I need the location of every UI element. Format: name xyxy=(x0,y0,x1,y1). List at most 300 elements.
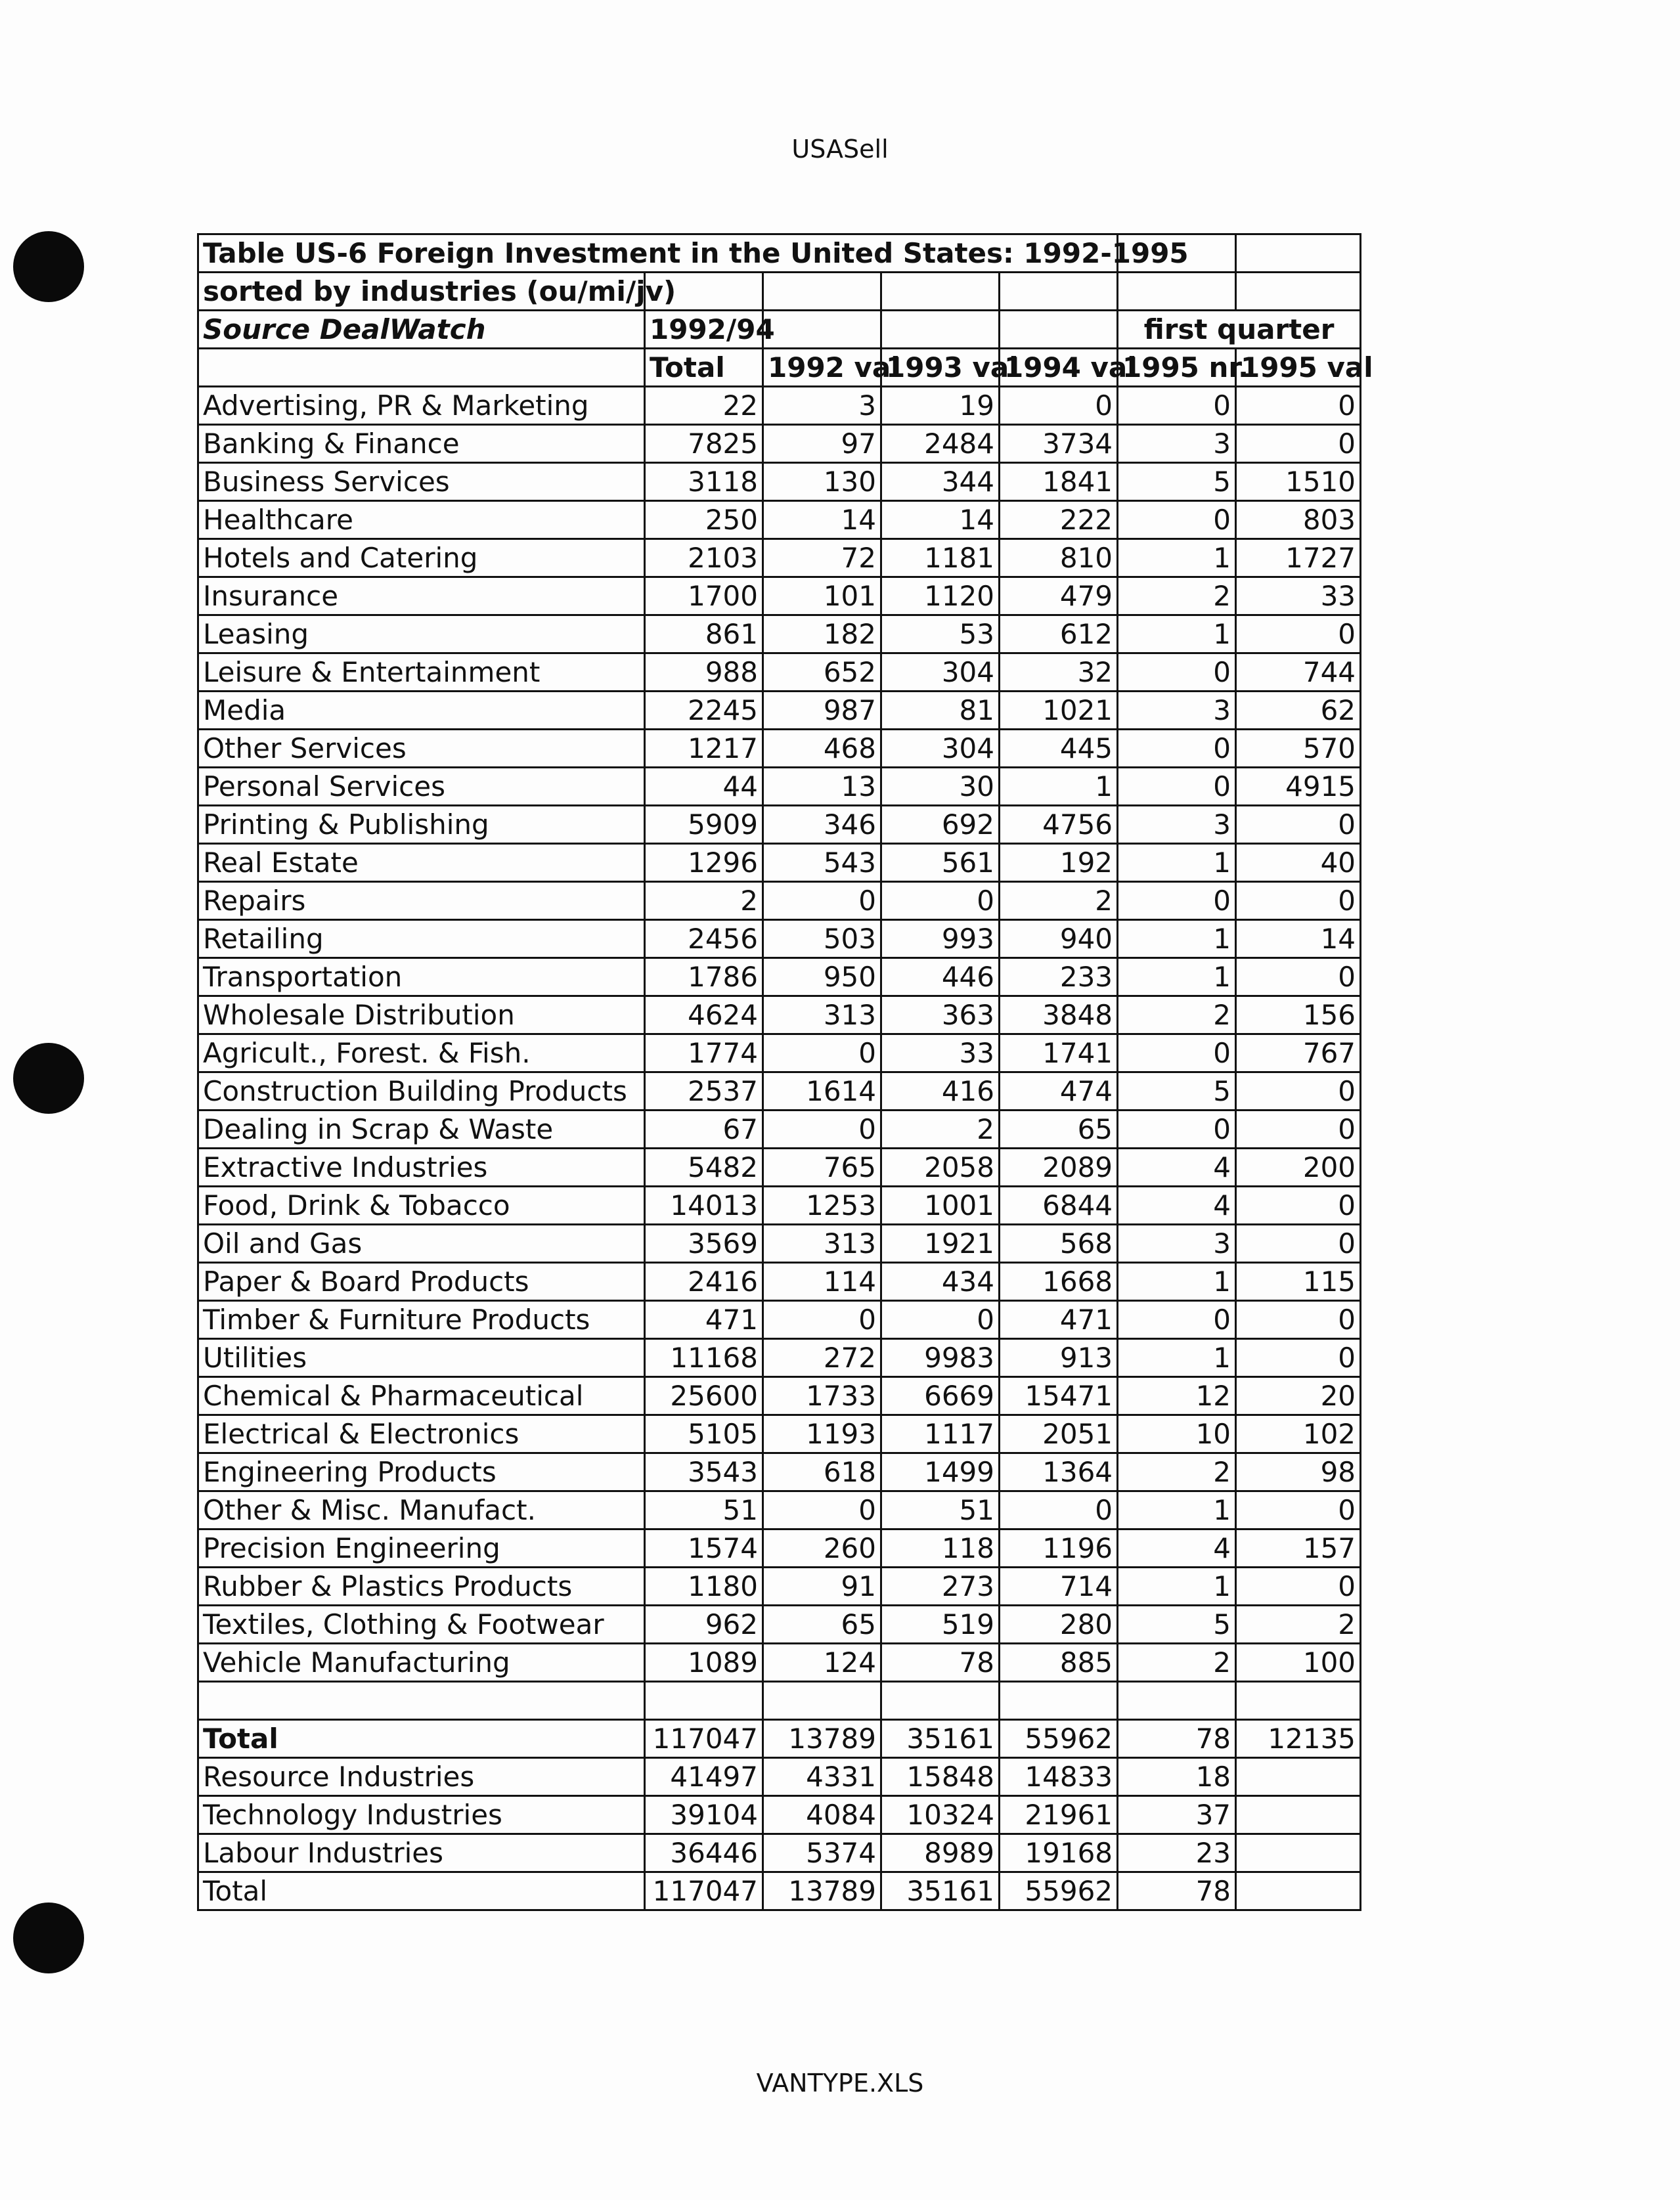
row-value: 0 xyxy=(1236,1187,1361,1225)
row-value: 10 xyxy=(1118,1415,1236,1453)
row-value: 1120 xyxy=(881,577,1000,615)
row-label: Extractive Industries xyxy=(198,1149,645,1187)
row-value: 618 xyxy=(763,1453,881,1491)
row-value: 222 xyxy=(1000,501,1118,539)
row-value: 3848 xyxy=(1000,996,1118,1034)
row-value: 1733 xyxy=(763,1377,881,1415)
row-value: 445 xyxy=(1000,730,1118,768)
row-value: 913 xyxy=(1000,1339,1118,1377)
row-value: 2 xyxy=(645,882,763,920)
row-value: 1196 xyxy=(1000,1529,1118,1568)
row-value: 1364 xyxy=(1000,1453,1118,1491)
row-value: 102 xyxy=(1236,1415,1361,1453)
row-value: 940 xyxy=(1000,920,1118,958)
row-value: 652 xyxy=(763,653,881,692)
row-value: 2051 xyxy=(1000,1415,1118,1453)
table-row xyxy=(198,1415,1361,1453)
row-value: 0 xyxy=(763,1301,881,1339)
row-value: 570 xyxy=(1236,730,1361,768)
row-value: 1668 xyxy=(1000,1263,1118,1301)
row-value: 446 xyxy=(881,958,1000,996)
row-value: 65 xyxy=(1000,1111,1118,1149)
table-subtitle: sorted by industries (ou/mi/jv) xyxy=(198,273,645,311)
row-value: 22 xyxy=(645,387,763,425)
table-subtitle-row xyxy=(198,273,1361,311)
row-value: 3118 xyxy=(645,463,763,501)
row-value: 543 xyxy=(763,844,881,882)
row-value: 561 xyxy=(881,844,1000,882)
row-value: 0 xyxy=(1118,1301,1236,1339)
row-value: 1574 xyxy=(645,1529,763,1568)
row-value: 6669 xyxy=(881,1377,1000,1415)
row-label: Total xyxy=(198,1872,645,1910)
row-value: 51 xyxy=(881,1491,1000,1529)
row-value: 14 xyxy=(881,501,1000,539)
row-label: Banking & Finance xyxy=(198,425,645,463)
table-row xyxy=(198,387,1361,425)
row-value: 363 xyxy=(881,996,1000,1034)
row-value: 20 xyxy=(1236,1377,1361,1415)
row-label: Utilities xyxy=(198,1339,645,1377)
table-row xyxy=(198,1263,1361,1301)
row-value: 3569 xyxy=(645,1225,763,1263)
row-value: 0 xyxy=(763,1034,881,1072)
investment-table xyxy=(197,233,1373,1911)
row-value: 97 xyxy=(763,425,881,463)
row-value: 1181 xyxy=(881,539,1000,577)
row-value: 0 xyxy=(881,882,1000,920)
row-label: Leisure & Entertainment xyxy=(198,653,645,692)
row-value: 117047 xyxy=(645,1720,763,1758)
row-value: 51 xyxy=(645,1491,763,1529)
row-value: 0 xyxy=(1236,1111,1361,1149)
row-value: 304 xyxy=(881,730,1000,768)
row-value: 2537 xyxy=(645,1072,763,1111)
row-label: Printing & Publishing xyxy=(198,806,645,844)
row-value: 0 xyxy=(1118,768,1236,806)
row-value: 1217 xyxy=(645,730,763,768)
row-label: Transportation xyxy=(198,958,645,996)
row-value: 37 xyxy=(1118,1796,1236,1834)
row-value: 1253 xyxy=(763,1187,881,1225)
table-row xyxy=(198,1034,1361,1072)
row-value: 72 xyxy=(763,539,881,577)
row-value: 2 xyxy=(881,1111,1000,1149)
row-value: 1 xyxy=(1118,844,1236,882)
row-value: 0 xyxy=(1118,1034,1236,1072)
row-value: 474 xyxy=(1000,1072,1118,1111)
table-row xyxy=(198,920,1361,958)
row-value: 13789 xyxy=(763,1872,881,1910)
row-value: 1117 xyxy=(881,1415,1000,1453)
row-value: 200 xyxy=(1236,1149,1361,1187)
row-value: 13 xyxy=(763,768,881,806)
row-value: 468 xyxy=(763,730,881,768)
row-label: Technology Industries xyxy=(198,1796,645,1834)
row-value: 4084 xyxy=(763,1796,881,1834)
row-value: 4 xyxy=(1118,1529,1236,1568)
table-row xyxy=(198,958,1361,996)
row-value: 41497 xyxy=(645,1758,763,1796)
row-value: 471 xyxy=(1000,1301,1118,1339)
row-value: 5105 xyxy=(645,1415,763,1453)
row-value: 5374 xyxy=(763,1834,881,1872)
row-value: 471 xyxy=(645,1301,763,1339)
row-value: 1193 xyxy=(763,1415,881,1453)
table-row xyxy=(198,844,1361,882)
table-row xyxy=(198,1644,1361,1682)
row-value: 0 xyxy=(1236,958,1361,996)
row-label: Textiles, Clothing & Footwear xyxy=(198,1606,645,1644)
row-value: 0 xyxy=(1236,387,1361,425)
row-value: 993 xyxy=(881,920,1000,958)
binder-hole-bottom xyxy=(13,1903,84,1973)
row-value: 416 xyxy=(881,1072,1000,1111)
row-value: 861 xyxy=(645,615,763,653)
row-value xyxy=(1236,1834,1361,1872)
row-value: 0 xyxy=(1236,1568,1361,1606)
table-row xyxy=(198,806,1361,844)
row-value: 2089 xyxy=(1000,1149,1118,1187)
table-row xyxy=(198,1720,1361,1758)
row-value: 304 xyxy=(881,653,1000,692)
row-value: 1 xyxy=(1000,768,1118,806)
row-value xyxy=(1236,1796,1361,1834)
table-row xyxy=(198,1339,1361,1377)
table-row xyxy=(198,1872,1361,1910)
row-value: 156 xyxy=(1236,996,1361,1034)
row-value: 1 xyxy=(1118,958,1236,996)
row-value: 0 xyxy=(1236,806,1361,844)
row-value: 692 xyxy=(881,806,1000,844)
row-value: 12135 xyxy=(1236,1720,1361,1758)
row-value: 313 xyxy=(763,1225,881,1263)
row-value: 1 xyxy=(1118,539,1236,577)
row-value: 612 xyxy=(1000,615,1118,653)
row-label: Personal Services xyxy=(198,768,645,806)
row-value: 117047 xyxy=(645,1872,763,1910)
row-value: 0 xyxy=(1236,1301,1361,1339)
table-row xyxy=(198,1301,1361,1339)
row-value: 503 xyxy=(763,920,881,958)
table-row xyxy=(198,692,1361,730)
row-value: 115 xyxy=(1236,1263,1361,1301)
row-value: 11168 xyxy=(645,1339,763,1377)
table-row xyxy=(198,501,1361,539)
row-value: 1180 xyxy=(645,1568,763,1606)
row-value: 14 xyxy=(1236,920,1361,958)
row-value: 0 xyxy=(763,1491,881,1529)
row-label: Total xyxy=(198,1720,645,1758)
row-label: Electrical & Electronics xyxy=(198,1415,645,1453)
row-value: 62 xyxy=(1236,692,1361,730)
row-value: 1 xyxy=(1118,615,1236,653)
row-value: 3 xyxy=(1118,806,1236,844)
row-value: 1296 xyxy=(645,844,763,882)
row-value: 5 xyxy=(1118,463,1236,501)
row-value: 962 xyxy=(645,1606,763,1644)
table-row xyxy=(198,1111,1361,1149)
table-row xyxy=(198,768,1361,806)
row-value: 67 xyxy=(645,1111,763,1149)
column-header: 1995 nr. xyxy=(1118,349,1236,387)
row-value: 260 xyxy=(763,1529,881,1568)
row-label: Real Estate xyxy=(198,844,645,882)
row-value: 3 xyxy=(1118,425,1236,463)
row-value: 14 xyxy=(763,501,881,539)
row-label: Precision Engineering xyxy=(198,1529,645,1568)
table-row xyxy=(198,1491,1361,1529)
row-value: 100 xyxy=(1236,1644,1361,1682)
row-label: Timber & Furniture Products xyxy=(198,1301,645,1339)
row-value: 1921 xyxy=(881,1225,1000,1263)
row-value: 767 xyxy=(1236,1034,1361,1072)
row-value: 0 xyxy=(1118,730,1236,768)
row-value xyxy=(1236,1758,1361,1796)
row-value: 10324 xyxy=(881,1796,1000,1834)
row-value: 33 xyxy=(881,1034,1000,1072)
row-value: 44 xyxy=(645,768,763,806)
row-value: 2 xyxy=(1118,1644,1236,1682)
row-value: 15471 xyxy=(1000,1377,1118,1415)
row-value: 272 xyxy=(763,1339,881,1377)
row-value: 568 xyxy=(1000,1225,1118,1263)
row-value: 65 xyxy=(763,1606,881,1644)
row-value: 1727 xyxy=(1236,539,1361,577)
row-label: Paper & Board Products xyxy=(198,1263,645,1301)
row-label: Wholesale Distribution xyxy=(198,996,645,1034)
row-value: 344 xyxy=(881,463,1000,501)
row-value: 4 xyxy=(1118,1187,1236,1225)
row-value: 250 xyxy=(645,501,763,539)
table-row xyxy=(198,1796,1361,1834)
row-value: 36446 xyxy=(645,1834,763,1872)
row-value: 12 xyxy=(1118,1377,1236,1415)
row-value: 744 xyxy=(1236,653,1361,692)
table-row xyxy=(198,425,1361,463)
row-label: Vehicle Manufacturing xyxy=(198,1644,645,1682)
row-value: 3 xyxy=(1118,1225,1236,1263)
row-value: 233 xyxy=(1000,958,1118,996)
row-value: 0 xyxy=(1236,1491,1361,1529)
table-row xyxy=(198,1529,1361,1568)
row-value: 0 xyxy=(1236,615,1361,653)
row-value: 0 xyxy=(1118,387,1236,425)
row-value: 39104 xyxy=(645,1796,763,1834)
row-value: 32 xyxy=(1000,653,1118,692)
row-value: 78 xyxy=(881,1644,1000,1682)
row-value: 130 xyxy=(763,463,881,501)
row-value: 192 xyxy=(1000,844,1118,882)
row-value: 13789 xyxy=(763,1720,881,1758)
row-value: 2 xyxy=(1118,996,1236,1034)
row-value: 78 xyxy=(1118,1872,1236,1910)
row-value: 182 xyxy=(763,615,881,653)
column-header: 1992 val xyxy=(763,349,881,387)
row-value: 1 xyxy=(1118,920,1236,958)
table-row xyxy=(198,1568,1361,1606)
row-value: 0 xyxy=(881,1301,1000,1339)
column-header: 1993 val xyxy=(881,349,1000,387)
row-value: 55962 xyxy=(1000,1720,1118,1758)
row-value: 14833 xyxy=(1000,1758,1118,1796)
row-value: 6844 xyxy=(1000,1187,1118,1225)
row-label: Engineering Products xyxy=(198,1453,645,1491)
row-value: 1 xyxy=(1118,1339,1236,1377)
row-value: 101 xyxy=(763,577,881,615)
row-value: 0 xyxy=(1118,653,1236,692)
row-label: Construction Building Products xyxy=(198,1072,645,1111)
row-value: 519 xyxy=(881,1606,1000,1644)
row-value: 1841 xyxy=(1000,463,1118,501)
row-label: Chemical & Pharmaceutical xyxy=(198,1377,645,1415)
row-value: 950 xyxy=(763,958,881,996)
row-label: Retailing xyxy=(198,920,645,958)
row-value: 9983 xyxy=(881,1339,1000,1377)
row-value: 765 xyxy=(763,1149,881,1187)
row-value: 1774 xyxy=(645,1034,763,1072)
row-value: 1 xyxy=(1118,1263,1236,1301)
row-value: 0 xyxy=(1118,1111,1236,1149)
table-row xyxy=(198,615,1361,653)
row-value: 40 xyxy=(1236,844,1361,882)
table-row xyxy=(198,1149,1361,1187)
row-value: 0 xyxy=(1118,501,1236,539)
table-row xyxy=(198,1606,1361,1644)
row-value: 714 xyxy=(1000,1568,1118,1606)
row-label: Leasing xyxy=(198,615,645,653)
quarter-label: first quarter xyxy=(1118,311,1361,349)
binder-hole-top xyxy=(13,231,84,302)
row-value: 2058 xyxy=(881,1149,1000,1187)
row-value: 987 xyxy=(763,692,881,730)
row-value: 5 xyxy=(1118,1072,1236,1111)
row-value: 0 xyxy=(1236,1339,1361,1377)
row-value: 1021 xyxy=(1000,692,1118,730)
row-value: 5909 xyxy=(645,806,763,844)
table-row xyxy=(198,653,1361,692)
row-label: Hotels and Catering xyxy=(198,539,645,577)
row-value: 810 xyxy=(1000,539,1118,577)
row-value: 124 xyxy=(763,1644,881,1682)
row-value: 885 xyxy=(1000,1644,1118,1682)
row-value: 273 xyxy=(881,1568,1000,1606)
column-header: Total xyxy=(645,349,763,387)
row-value: 1499 xyxy=(881,1453,1000,1491)
row-label: Dealing in Scrap & Waste xyxy=(198,1111,645,1149)
row-value: 98 xyxy=(1236,1453,1361,1491)
row-value: 280 xyxy=(1000,1606,1118,1644)
row-label: Rubber & Plastics Products xyxy=(198,1568,645,1606)
row-value: 91 xyxy=(763,1568,881,1606)
row-value: 157 xyxy=(1236,1529,1361,1568)
row-value: 1001 xyxy=(881,1187,1000,1225)
row-value: 35161 xyxy=(881,1720,1000,1758)
row-label: Food, Drink & Tobacco xyxy=(198,1187,645,1225)
row-value: 19168 xyxy=(1000,1834,1118,1872)
table-source: Source DealWatch xyxy=(198,311,645,349)
row-value: 4915 xyxy=(1236,768,1361,806)
row-label: Labour Industries xyxy=(198,1834,645,1872)
row-label: Media xyxy=(198,692,645,730)
table-row xyxy=(198,996,1361,1034)
column-header: 1995 val xyxy=(1236,349,1361,387)
table-row xyxy=(198,1834,1361,1872)
row-value: 2 xyxy=(1118,577,1236,615)
column-header: 1994 val xyxy=(1000,349,1118,387)
row-value: 0 xyxy=(763,1111,881,1149)
row-label: Repairs xyxy=(198,882,645,920)
table-row xyxy=(198,1758,1361,1796)
row-value: 1786 xyxy=(645,958,763,996)
row-value: 1089 xyxy=(645,1644,763,1682)
row-value: 2456 xyxy=(645,920,763,958)
row-value: 2 xyxy=(1000,882,1118,920)
row-value: 0 xyxy=(1118,882,1236,920)
row-label: Healthcare xyxy=(198,501,645,539)
row-value: 2 xyxy=(1236,1606,1361,1644)
row-value: 23 xyxy=(1118,1834,1236,1872)
row-value: 0 xyxy=(1236,882,1361,920)
row-value: 7825 xyxy=(645,425,763,463)
row-label: Other Services xyxy=(198,730,645,768)
row-value: 4756 xyxy=(1000,806,1118,844)
table-row xyxy=(198,1453,1361,1491)
row-value: 118 xyxy=(881,1529,1000,1568)
row-value: 1510 xyxy=(1236,463,1361,501)
row-value: 0 xyxy=(763,882,881,920)
row-value: 1700 xyxy=(645,577,763,615)
row-value: 21961 xyxy=(1000,1796,1118,1834)
row-value: 18 xyxy=(1118,1758,1236,1796)
row-value: 5482 xyxy=(645,1149,763,1187)
row-value: 0 xyxy=(1000,1491,1118,1529)
row-value: 4 xyxy=(1118,1149,1236,1187)
column-header-row xyxy=(198,349,1361,387)
row-value: 0 xyxy=(1000,387,1118,425)
table-title: Table US-6 Foreign Investment in the United States: 1992-1995 xyxy=(198,234,1118,273)
table-row xyxy=(198,882,1361,920)
row-value: 81 xyxy=(881,692,1000,730)
row-value: 2 xyxy=(1118,1453,1236,1491)
row-value: 2416 xyxy=(645,1263,763,1301)
row-value: 803 xyxy=(1236,501,1361,539)
row-value: 313 xyxy=(763,996,881,1034)
row-value: 55962 xyxy=(1000,1872,1118,1910)
row-value: 346 xyxy=(763,806,881,844)
row-value: 4624 xyxy=(645,996,763,1034)
row-value: 114 xyxy=(763,1263,881,1301)
row-label: Business Services xyxy=(198,463,645,501)
table-source-row xyxy=(198,311,1361,349)
row-value: 434 xyxy=(881,1263,1000,1301)
row-value: 3734 xyxy=(1000,425,1118,463)
row-value: 35161 xyxy=(881,1872,1000,1910)
table-row xyxy=(198,463,1361,501)
row-label: Advertising, PR & Marketing xyxy=(198,387,645,425)
row-label: Other & Misc. Manufact. xyxy=(198,1491,645,1529)
row-value: 15848 xyxy=(881,1758,1000,1796)
row-value: 1 xyxy=(1118,1491,1236,1529)
row-value: 3 xyxy=(1118,692,1236,730)
row-value: 33 xyxy=(1236,577,1361,615)
row-value: 1614 xyxy=(763,1072,881,1111)
row-value: 2103 xyxy=(645,539,763,577)
row-value: 8989 xyxy=(881,1834,1000,1872)
table-row xyxy=(198,1072,1361,1111)
row-label: Insurance xyxy=(198,577,645,615)
table-row xyxy=(198,1187,1361,1225)
